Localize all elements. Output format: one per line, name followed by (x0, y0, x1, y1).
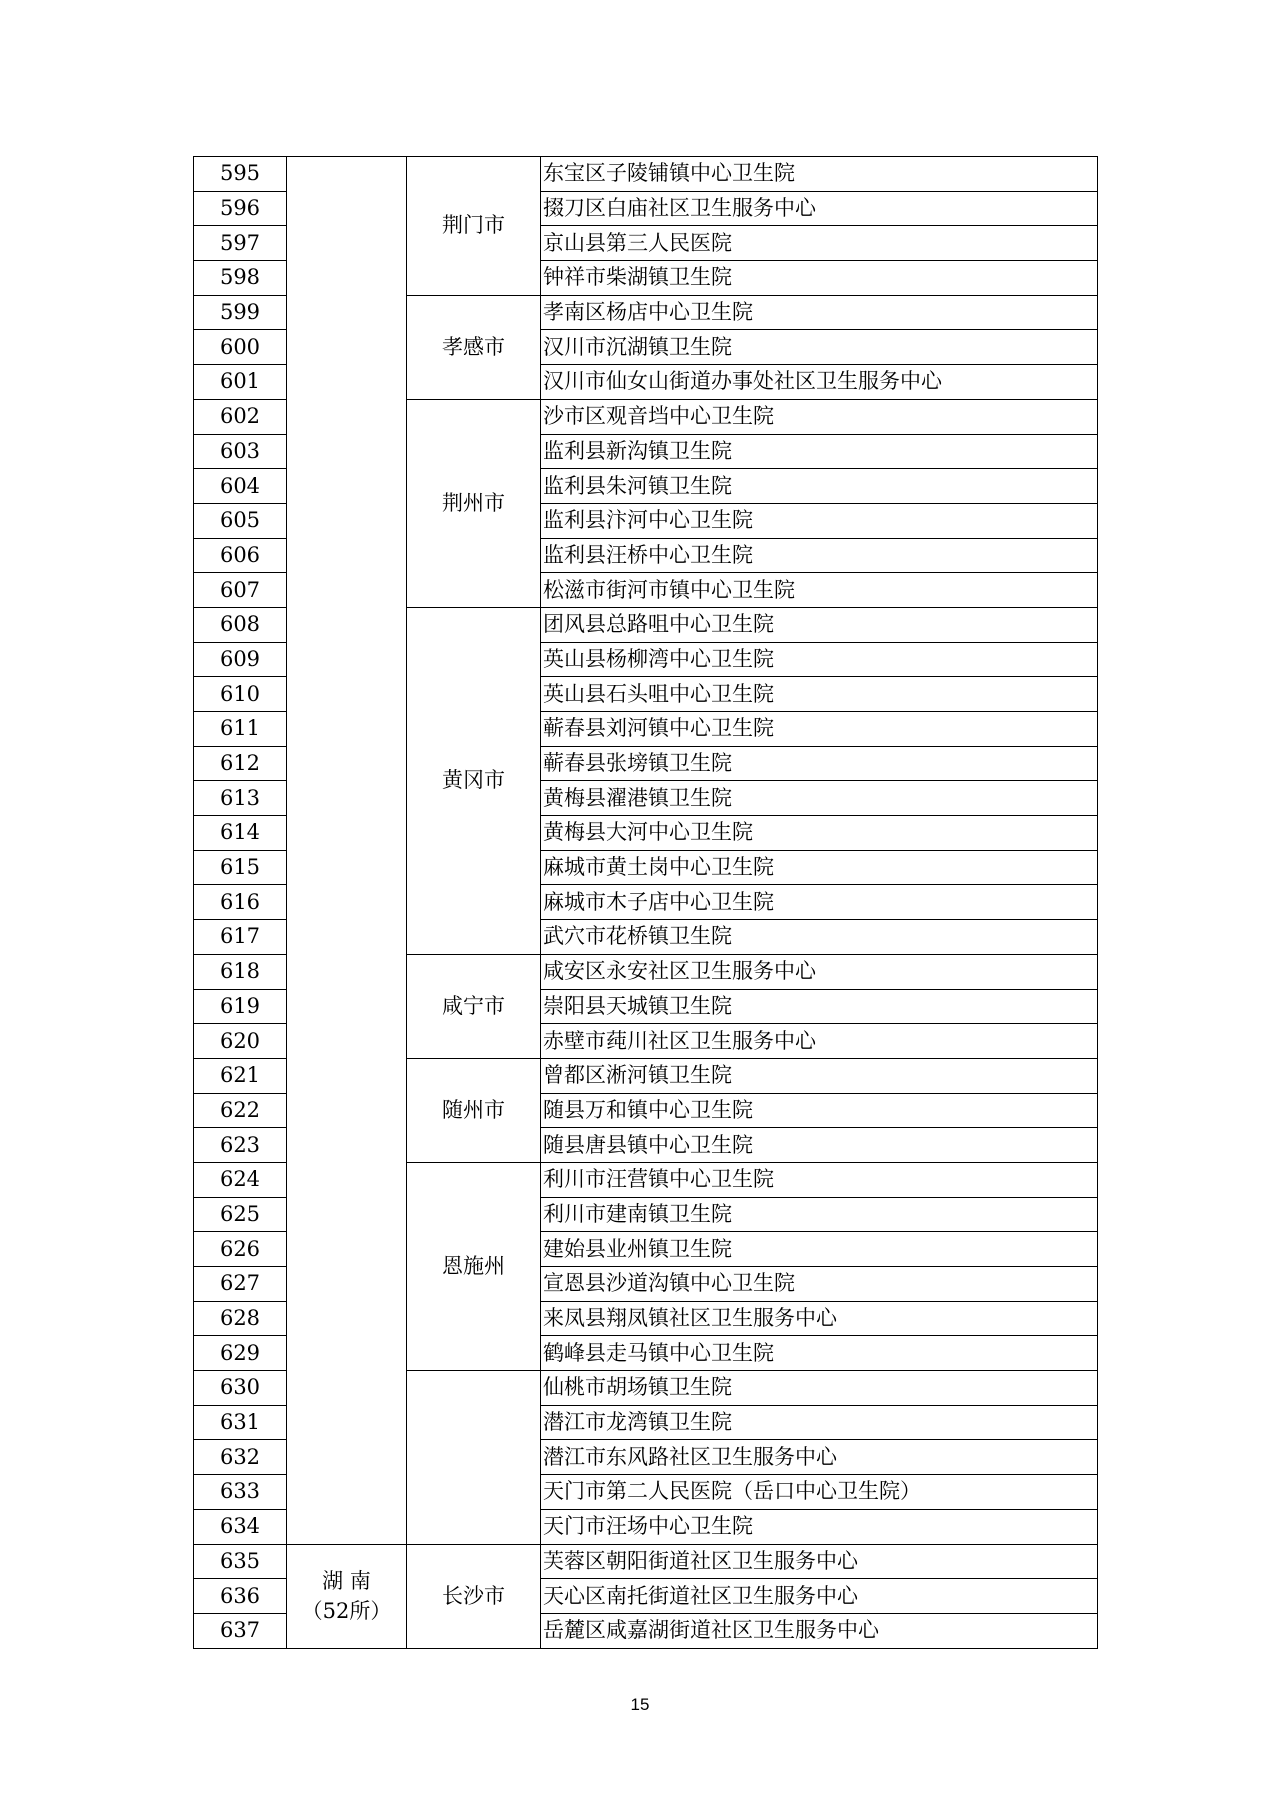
province-cell (287, 1544, 407, 1648)
institution-name-cell: 潜江市龙湾镇卫生院 (541, 1405, 1098, 1440)
city-cell: 黄冈市 (407, 607, 541, 954)
province-name: 湖 南 (322, 1568, 371, 1593)
institution-name-cell: 监利县朱河镇卫生院 (541, 469, 1098, 504)
hospital-list-table (193, 156, 1098, 1649)
city-cell: 随州市 (407, 1058, 541, 1162)
row-number-cell: 599 (194, 295, 287, 330)
row-number-cell: 601 (194, 365, 287, 400)
institution-name-cell: 鹤峰县走马镇中心卫生院 (541, 1336, 1098, 1371)
institution-name-cell: 监利县汪桥中心卫生院 (541, 538, 1098, 573)
institution-name-cell: 武穴市花桥镇卫生院 (541, 920, 1098, 955)
row-number-cell: 627 (194, 1267, 287, 1302)
row-number-cell: 621 (194, 1058, 287, 1093)
institution-name-cell: 孝南区杨店中心卫生院 (541, 295, 1098, 330)
institution-name-cell: 曾都区淅河镇卫生院 (541, 1058, 1098, 1093)
row-number-cell: 633 (194, 1475, 287, 1510)
institution-name-cell: 团风县总路咀中心卫生院 (541, 607, 1098, 642)
row-number-cell: 605 (194, 503, 287, 538)
row-number-cell: 623 (194, 1128, 287, 1163)
institution-name-cell: 随县万和镇中心卫生院 (541, 1093, 1098, 1128)
institution-name-cell: 天门市汪场中心卫生院 (541, 1509, 1098, 1544)
row-number-cell: 614 (194, 816, 287, 851)
institution-name-cell: 黄梅县濯港镇卫生院 (541, 781, 1098, 816)
row-number-cell: 630 (194, 1371, 287, 1406)
row-number-cell: 600 (194, 330, 287, 365)
institution-name-cell: 芙蓉区朝阳街道社区卫生服务中心 (541, 1544, 1098, 1579)
province-cell (287, 157, 407, 1545)
row-number-cell: 620 (194, 1024, 287, 1059)
row-number-cell: 634 (194, 1509, 287, 1544)
table-row (194, 157, 1098, 192)
institution-name-cell: 东宝区子陵铺镇中心卫生院 (541, 157, 1098, 192)
row-number-cell: 613 (194, 781, 287, 816)
row-number-cell: 596 (194, 191, 287, 226)
row-number-cell: 626 (194, 1232, 287, 1267)
institution-name-cell: 利川市建南镇卫生院 (541, 1197, 1098, 1232)
city-cell: 荆州市 (407, 399, 541, 607)
row-number-cell: 602 (194, 399, 287, 434)
institution-name-cell: 麻城市木子店中心卫生院 (541, 885, 1098, 920)
row-number-cell: 635 (194, 1544, 287, 1579)
institution-name-cell: 宣恩县沙道沟镇中心卫生院 (541, 1267, 1098, 1302)
institution-name-cell: 松滋市街河市镇中心卫生院 (541, 573, 1098, 608)
institution-name-cell: 咸安区永安社区卫生服务中心 (541, 954, 1098, 989)
institution-name-cell: 随县唐县镇中心卫生院 (541, 1128, 1098, 1163)
institution-name-cell: 崇阳县天城镇卫生院 (541, 989, 1098, 1024)
city-cell: 孝感市 (407, 295, 541, 399)
row-number-cell: 607 (194, 573, 287, 608)
row-number-cell: 619 (194, 989, 287, 1024)
institution-name-cell: 掇刀区白庙社区卫生服务中心 (541, 191, 1098, 226)
row-number-cell: 615 (194, 850, 287, 885)
institution-name-cell: 利川市汪营镇中心卫生院 (541, 1162, 1098, 1197)
row-number-cell: 625 (194, 1197, 287, 1232)
row-number-cell: 622 (194, 1093, 287, 1128)
institution-name-cell: 钟祥市柴湖镇卫生院 (541, 261, 1098, 296)
row-number-cell: 617 (194, 920, 287, 955)
row-number-cell: 636 (194, 1579, 287, 1614)
table-row (194, 1544, 1098, 1579)
row-number-cell: 632 (194, 1440, 287, 1475)
row-number-cell: 612 (194, 746, 287, 781)
row-number-cell: 631 (194, 1405, 287, 1440)
institution-name-cell: 黄梅县大河中心卫生院 (541, 816, 1098, 851)
row-number-cell: 609 (194, 642, 287, 677)
row-number-cell: 618 (194, 954, 287, 989)
row-number-cell: 595 (194, 157, 287, 192)
institution-name-cell: 监利县汴河中心卫生院 (541, 503, 1098, 538)
institution-name-cell: 汉川市沉湖镇卫生院 (541, 330, 1098, 365)
row-number-cell: 628 (194, 1301, 287, 1336)
row-number-cell: 606 (194, 538, 287, 573)
city-cell: 咸宁市 (407, 954, 541, 1058)
institution-name-cell: 麻城市黄土岗中心卫生院 (541, 850, 1098, 885)
row-number-cell: 603 (194, 434, 287, 469)
institution-name-cell: 建始县业州镇卫生院 (541, 1232, 1098, 1267)
institution-name-cell: 天心区南托街道社区卫生服务中心 (541, 1579, 1098, 1614)
row-number-cell: 629 (194, 1336, 287, 1371)
institution-name-cell: 监利县新沟镇卫生院 (541, 434, 1098, 469)
row-number-cell: 637 (194, 1613, 287, 1648)
institution-name-cell: 英山县杨柳湾中心卫生院 (541, 642, 1098, 677)
row-number-cell: 608 (194, 607, 287, 642)
city-cell (407, 1371, 541, 1544)
institution-name-cell: 仙桃市胡场镇卫生院 (541, 1371, 1098, 1406)
page-number: 15 (630, 1695, 650, 1714)
institution-name-cell: 岳麓区咸嘉湖街道社区卫生服务中心 (541, 1613, 1098, 1648)
row-number-cell: 597 (194, 226, 287, 261)
row-number-cell: 610 (194, 677, 287, 712)
province-count: （52所） (301, 1599, 392, 1624)
row-number-cell: 611 (194, 712, 287, 747)
row-number-cell: 616 (194, 885, 287, 920)
institution-name-cell: 汉川市仙女山街道办事处社区卫生服务中心 (541, 365, 1098, 400)
institution-name-cell: 赤壁市莼川社区卫生服务中心 (541, 1024, 1098, 1059)
institution-name-cell: 潜江市东风路社区卫生服务中心 (541, 1440, 1098, 1475)
row-number-cell: 604 (194, 469, 287, 504)
table-body (194, 157, 1098, 1649)
city-cell: 恩施州 (407, 1162, 541, 1370)
institution-name-cell: 英山县石头咀中心卫生院 (541, 677, 1098, 712)
institution-name-cell: 蕲春县刘河镇中心卫生院 (541, 712, 1098, 747)
row-number-cell: 624 (194, 1162, 287, 1197)
institution-name-cell: 蕲春县张塝镇卫生院 (541, 746, 1098, 781)
institution-name-cell: 天门市第二人民医院（岳口中心卫生院） (541, 1475, 1098, 1510)
institution-name-cell: 沙市区观音垱中心卫生院 (541, 399, 1098, 434)
row-number-cell: 598 (194, 261, 287, 296)
city-cell: 长沙市 (407, 1544, 541, 1648)
institution-name-cell: 来凤县翔凤镇社区卫生服务中心 (541, 1301, 1098, 1336)
institution-name-cell: 京山县第三人民医院 (541, 226, 1098, 261)
city-cell: 荆门市 (407, 157, 541, 296)
